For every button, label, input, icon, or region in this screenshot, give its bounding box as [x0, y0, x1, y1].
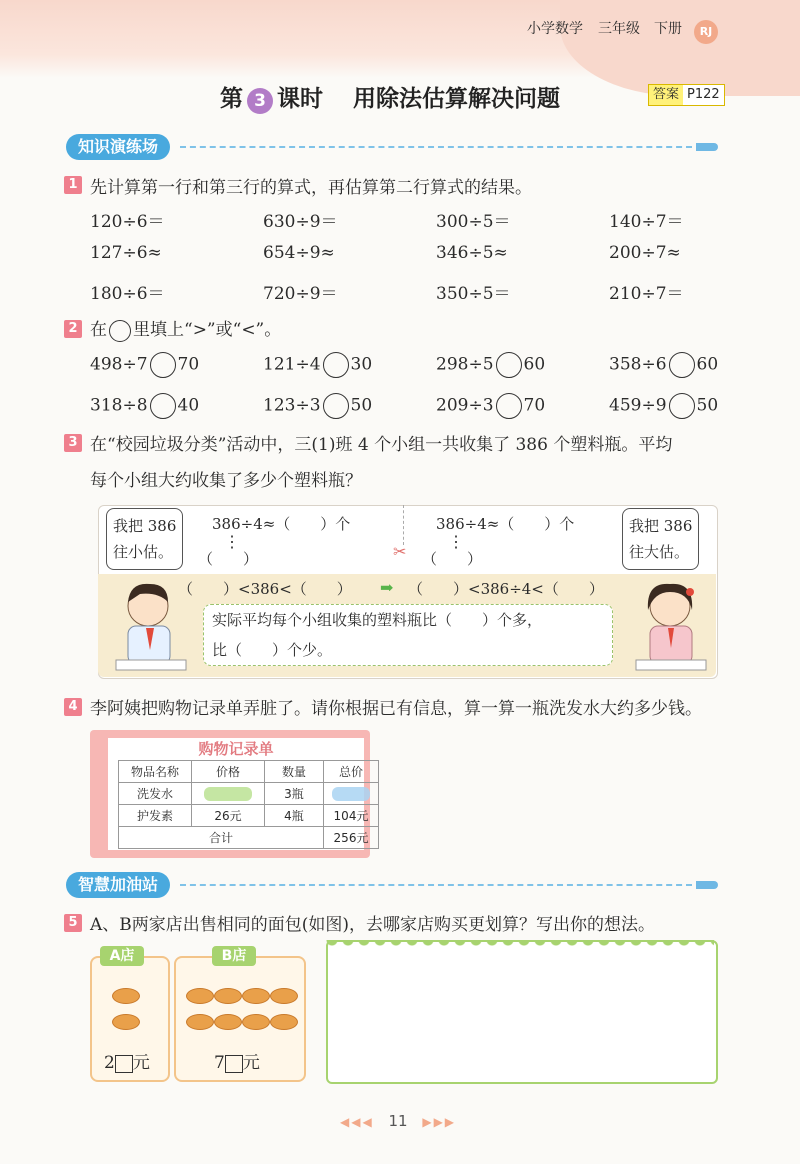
bread-icon	[242, 1014, 270, 1030]
right-paren-blank[interactable]: （ ）	[422, 550, 483, 568]
header-term: 下册	[654, 21, 682, 37]
question-4-text: 李阿姨把购物记录单弄脏了。请你根据已有信息，算一算一瓶洗发水大约多少钱。	[90, 699, 702, 719]
table-cell: 护发素	[119, 805, 192, 827]
girl-bubble-line: 我把 386	[629, 517, 693, 535]
shop-b-price	[214, 1048, 260, 1073]
answer-reference	[648, 84, 725, 106]
table-row	[119, 783, 379, 805]
q2-rhs: 60	[696, 354, 719, 375]
question-number-3: 3	[64, 434, 82, 452]
scissors-icon: ✂	[393, 542, 407, 561]
boy-bubble-line: 我把 386	[113, 517, 177, 535]
section-divider	[180, 146, 692, 148]
bread-icon	[242, 988, 270, 1004]
compare-circle[interactable]	[150, 352, 176, 378]
q2-item	[436, 352, 545, 378]
edition-badge: RJ	[694, 20, 718, 44]
q2-lhs: 298÷5	[436, 354, 494, 375]
shop-b-label: B店	[212, 946, 256, 966]
table-header: 总价	[324, 761, 379, 783]
girl-illustration	[630, 576, 710, 674]
page-footer	[340, 1112, 456, 1130]
boy-bubble-line: 往小估。	[113, 543, 174, 561]
left-arrows-icon: ◀◀◀	[340, 1115, 374, 1129]
lesson-number-badge: 3	[247, 88, 273, 114]
smudged-cell	[192, 783, 265, 805]
girl-speech-bubble	[622, 508, 699, 570]
question-3-line2: 每个小组大约收集了多少个塑料瓶？	[90, 471, 362, 491]
q2-text-after: 里填上“>”或“<”。	[133, 320, 282, 340]
total-value: 256元	[324, 827, 379, 849]
conclusion-line: 比（ ）个少。	[212, 641, 333, 659]
bread-icon	[186, 988, 214, 1004]
shop-a-price	[104, 1048, 150, 1073]
table-cell: 洗发水	[119, 783, 192, 805]
bread-icon	[270, 988, 298, 1004]
question-number-2: 2	[64, 320, 82, 338]
bread-icon	[214, 1014, 242, 1030]
q2-lhs: 358÷6	[609, 354, 667, 375]
answer-label: 答案	[653, 87, 680, 102]
compare-left: （ ）<386<（ ）	[178, 580, 352, 598]
q1-expr: 120÷6＝	[90, 212, 165, 232]
price-digit: 2	[104, 1053, 115, 1073]
pencil-icon	[696, 143, 718, 151]
compare-circle[interactable]	[150, 393, 176, 419]
bread-icon	[112, 988, 140, 1004]
q2-rhs: 40	[177, 395, 200, 416]
smudged-cell	[324, 783, 379, 805]
question-number-5: 5	[64, 914, 82, 932]
price-blank	[115, 1055, 133, 1073]
q1-expr: 300÷5＝	[436, 212, 511, 232]
total-label: 合计	[119, 827, 324, 849]
notebook-scallop-edge	[326, 940, 714, 952]
bread-icon	[214, 988, 242, 1004]
receipt-table	[118, 760, 379, 849]
title-prefix: 第	[220, 86, 243, 112]
bread-icon	[112, 1014, 140, 1030]
q2-item	[609, 352, 718, 378]
answer-page: P122	[683, 85, 724, 105]
shop-a-label: A店	[100, 946, 144, 966]
dots-icon: ⋮	[448, 532, 464, 551]
compare-circle[interactable]	[323, 393, 349, 419]
q2-rhs: 70	[523, 395, 546, 416]
price-unit: 元	[132, 1053, 150, 1073]
q2-item	[263, 352, 372, 378]
q2-item	[90, 352, 199, 378]
conclusion-box	[203, 604, 613, 666]
header-curve	[560, 0, 800, 96]
table-total-row	[119, 827, 379, 849]
page-number: 11	[388, 1112, 408, 1130]
header-subject: 小学数学	[527, 21, 583, 37]
section-knowledge-practice: 知识演练场	[66, 134, 170, 160]
compare-circle[interactable]	[496, 352, 522, 378]
q2-lhs: 498÷7	[90, 354, 148, 375]
table-cell: 4瓶	[265, 805, 324, 827]
table-header: 数量	[265, 761, 324, 783]
q1-expr: 350÷5＝	[436, 284, 511, 304]
arrow-right-icon: ➡	[380, 578, 394, 597]
question-1-text: 先计算第一行和第三行的算式，再估算第二行算式的结果。	[90, 178, 532, 198]
q2-lhs: 123÷3	[263, 395, 321, 416]
conclusion-line: 实际平均每个小组收集的塑料瓶比（ ）个多，	[212, 611, 543, 629]
q2-text-before: 在	[90, 320, 107, 340]
q2-lhs: 459÷9	[609, 395, 667, 416]
page-title	[220, 80, 560, 114]
table-header: 物品名称	[119, 761, 192, 783]
q1-expr: 127÷6≈	[90, 243, 162, 263]
q2-item	[436, 393, 545, 419]
table-cell: 104元	[324, 805, 379, 827]
dots-icon: ⋮	[224, 532, 240, 551]
table-cell: 26元	[192, 805, 265, 827]
q1-expr: 180÷6＝	[90, 284, 165, 304]
question-number-4: 4	[64, 698, 82, 716]
cut-line	[403, 505, 404, 545]
q1-expr: 720÷9＝	[263, 284, 338, 304]
header-grade: 三年级	[598, 21, 640, 37]
question-5-text: A、B两家店出售相同的面包(如图)，去哪家店购买更划算？写出你的想法。	[90, 915, 656, 935]
girl-bubble-line: 往大估。	[629, 543, 690, 561]
table-row	[119, 805, 379, 827]
table-cell: 3瓶	[265, 783, 324, 805]
q2-lhs: 318÷8	[90, 395, 148, 416]
bread-icon	[270, 1014, 298, 1030]
answer-writing-area[interactable]	[326, 940, 718, 1084]
right-estimate-expr: 386÷4≈（ ）个	[436, 515, 575, 533]
compare-circle[interactable]	[669, 393, 695, 419]
compare-circle[interactable]	[323, 352, 349, 378]
table-header: 价格	[192, 761, 265, 783]
receipt-title: 购物记录单	[198, 740, 274, 758]
compare-right: （ ）<386÷4<（ ）	[408, 580, 604, 598]
q2-item	[609, 393, 718, 419]
circle-placeholder	[109, 320, 131, 342]
bread-icon	[186, 1014, 214, 1030]
price-blank	[225, 1055, 243, 1073]
q1-expr: 140÷7＝	[609, 212, 684, 232]
boy-illustration	[110, 576, 190, 674]
q1-expr: 200÷7≈	[609, 243, 681, 263]
table-header-row	[119, 761, 379, 783]
q1-expr: 210÷7＝	[609, 284, 684, 304]
compare-circle[interactable]	[669, 352, 695, 378]
question-2-text	[90, 315, 281, 342]
pencil-icon	[696, 881, 718, 889]
right-arrows-icon: ▶▶▶	[422, 1115, 457, 1129]
section-wisdom-station: 智慧加油站	[66, 872, 170, 898]
left-paren-blank[interactable]: （ ）	[198, 550, 259, 568]
q2-rhs: 30	[350, 354, 373, 375]
compare-circle[interactable]	[496, 393, 522, 419]
q2-lhs: 209÷3	[436, 395, 494, 416]
q1-expr: 654÷9≈	[263, 243, 335, 263]
price-unit: 元	[242, 1053, 260, 1073]
q2-lhs: 121÷4	[263, 354, 321, 375]
q2-rhs: 50	[350, 395, 373, 416]
title-topic: 用除法估算解决问题	[353, 86, 561, 112]
q2-item	[90, 393, 199, 419]
question-3-line1: 在“校园垃圾分类”活动中，三(1)班 4 个小组一共收集了 386 个塑料瓶。平均	[90, 435, 673, 455]
price-digit: 7	[214, 1053, 225, 1073]
q2-rhs: 70	[177, 354, 200, 375]
title-suffix: 课时	[277, 86, 323, 112]
q1-expr: 630÷9＝	[263, 212, 338, 232]
left-estimate-expr: 386÷4≈（ ）个	[212, 515, 351, 533]
q2-item	[263, 393, 372, 419]
boy-speech-bubble	[106, 508, 183, 570]
q2-rhs: 50	[696, 395, 719, 416]
q2-rhs: 60	[523, 354, 546, 375]
question-number-1: 1	[64, 176, 82, 194]
section-divider	[180, 884, 692, 886]
q1-expr: 346÷5≈	[436, 243, 508, 263]
